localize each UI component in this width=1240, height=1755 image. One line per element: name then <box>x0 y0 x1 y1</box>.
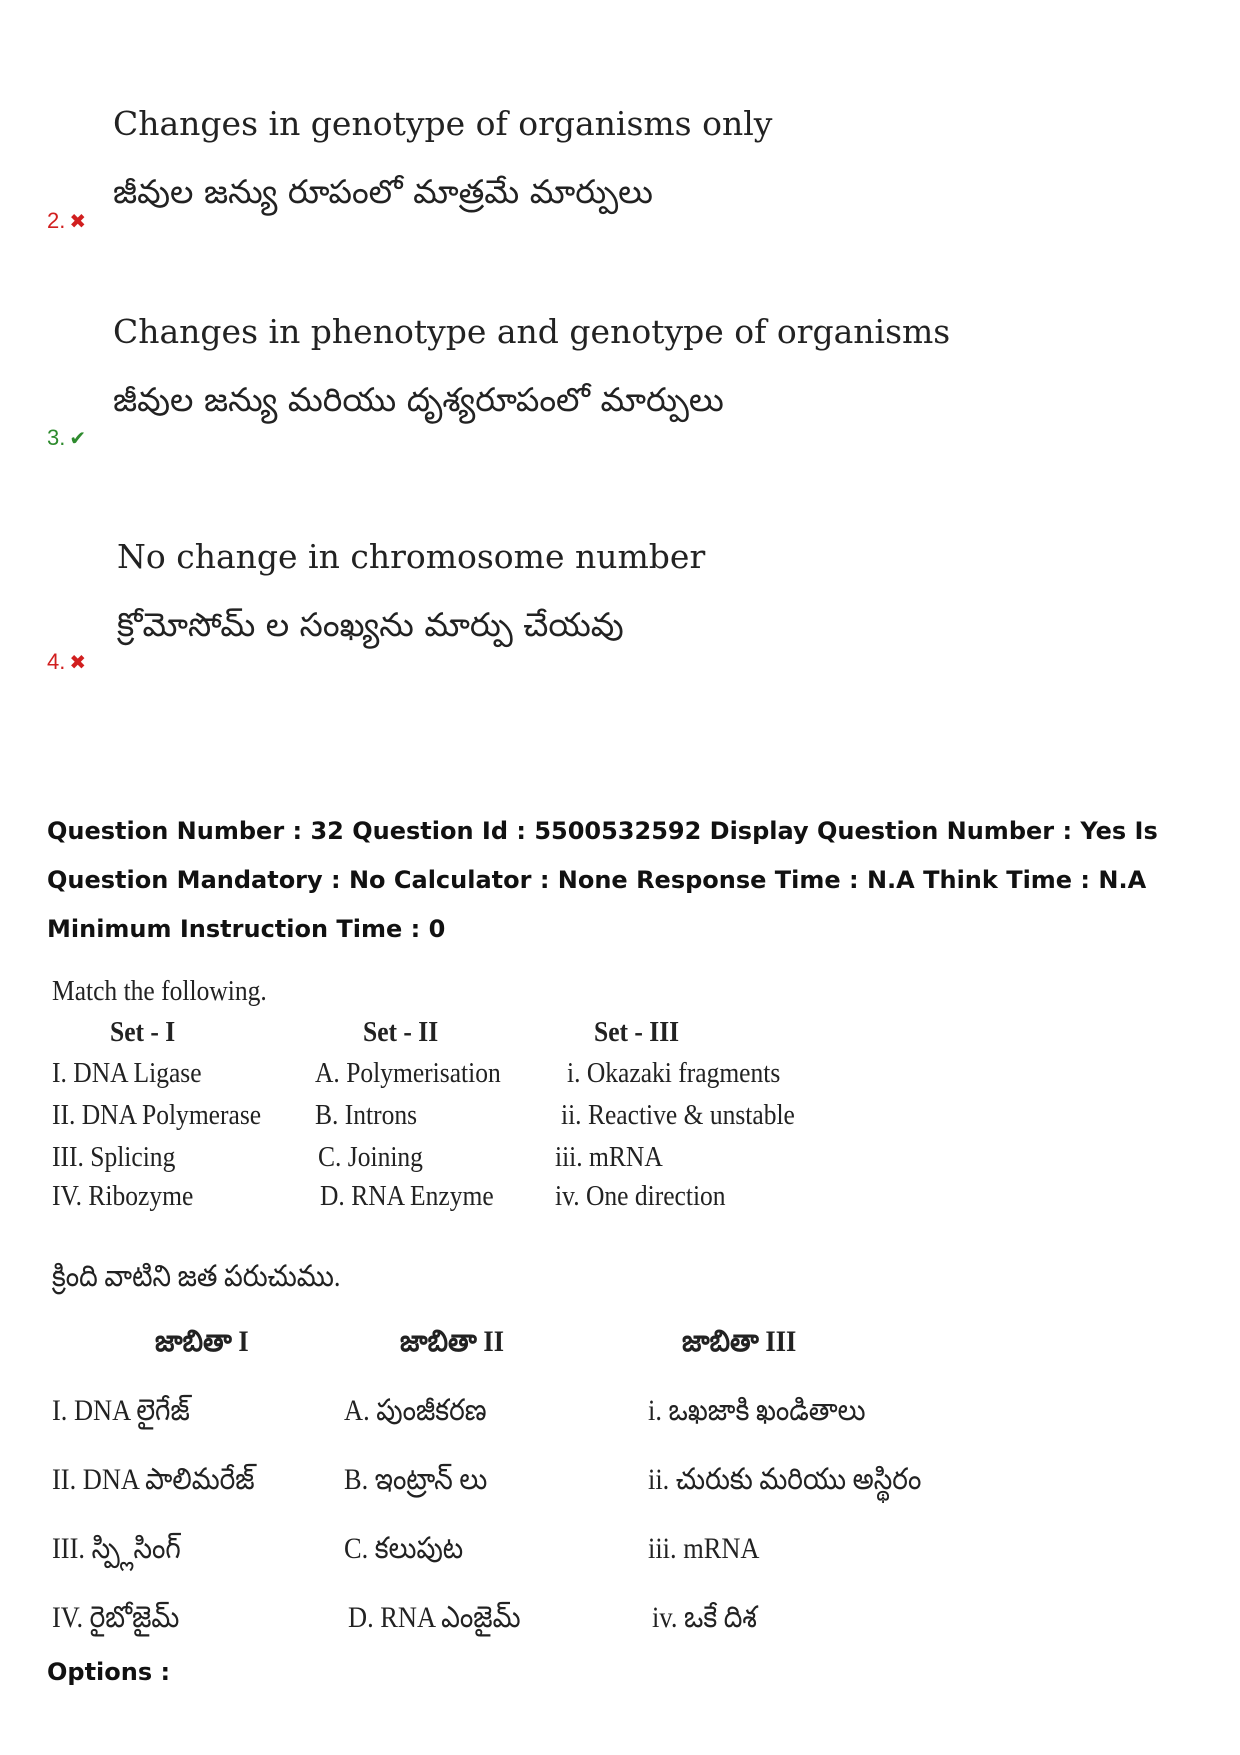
set-3-item: ii. Reactive & unstable <box>561 1099 795 1131</box>
option-4-telugu-text: క్రోమోసోమ్ ల సంఖ్యను మార్పు చేయవు <box>117 605 624 644</box>
options-label: Options : <box>47 1658 171 1686</box>
list-1-item: IV. రైబోజైమ్ <box>52 1601 180 1634</box>
match-instruction: Match the following. <box>52 975 267 1007</box>
list-2-header: జాబితా II <box>400 1325 504 1358</box>
set-3-item: i. Okazaki fragments <box>567 1057 781 1089</box>
option-3-english-text: Changes in phenotype and genotype of organisms <box>113 312 951 351</box>
set-1-header: Set - I <box>110 1016 176 1048</box>
set-3-item: iv. One direction <box>555 1180 726 1212</box>
set-1-item: III. Splicing <box>52 1141 176 1173</box>
option-2-number <box>47 208 86 234</box>
set-2-item: A. Polymerisation <box>315 1057 501 1089</box>
set-2-item: D. RNA Enzyme <box>320 1180 494 1212</box>
list-2-item: C. కలుపుట <box>344 1532 464 1565</box>
list-2-item: D. RNA ఎంజైమ్ <box>348 1601 521 1634</box>
list-3-item: iv. ఒకే దిశ <box>652 1601 757 1634</box>
list-1-header: జాబితా I <box>155 1325 249 1358</box>
option-number-label: 2. <box>47 208 66 233</box>
list-3-header: జాబితా III <box>682 1325 797 1358</box>
option-4-number <box>47 649 86 675</box>
list-1-item: II. DNA పాలిమరేజ్ <box>52 1463 255 1496</box>
list-3-item: i. ఒఖజాకి ఖండితాలు <box>648 1394 866 1427</box>
set-3-item: iii. mRNA <box>555 1141 663 1173</box>
list-3-item: ii. చురుకు మరియు అస్థిరం <box>648 1463 922 1496</box>
set-1-item: IV. Ribozyme <box>52 1180 194 1212</box>
match-instruction-telugu: క్రింది వాటిని జత పరుచుము. <box>52 1260 341 1293</box>
set-2-header: Set - II <box>363 1016 439 1048</box>
checkmark-icon: ✔ <box>69 428 87 450</box>
option-number-label: 4. <box>47 649 66 674</box>
list-3-item: iii. mRNA <box>648 1532 760 1565</box>
wrong-icon: ✖ <box>69 652 87 674</box>
set-2-item: B. Introns <box>315 1099 418 1131</box>
set-3-header: Set - III <box>594 1016 680 1048</box>
list-1-item: III. స్ప్లిసింగ్ <box>52 1532 181 1565</box>
set-1-item: II. DNA Polymerase <box>52 1099 262 1131</box>
list-2-item: A. పుంజీకరణ <box>344 1394 487 1427</box>
set-2-item: C. Joining <box>318 1141 423 1173</box>
option-3-number <box>47 425 86 451</box>
wrong-icon: ✖ <box>69 211 87 233</box>
set-1-item: I. DNA Ligase <box>52 1057 202 1089</box>
list-1-item: I. DNA లైగేజ్ <box>52 1394 190 1427</box>
question-meta: Question Number : 32 Question Id : 5500532592 Display Question Number : Yes Is Question Mandatory : No Calculator : None Response Time : N.A Think Time : N.A Minimum Instruction Time : 0 <box>47 817 1158 943</box>
option-number-label: 3. <box>47 425 66 450</box>
list-2-item: B. ఇంట్రాన్ లు <box>344 1463 488 1496</box>
option-3-telugu-text: జీవుల జన్యు మరియు దృశ్యరూపంలో మార్పులు <box>113 380 724 419</box>
option-2-telugu-text: జీవుల జన్యు రూపంలో మాత్రమే మార్పులు <box>113 172 653 211</box>
option-4-english-text: No change in chromosome number <box>117 537 706 576</box>
option-2-english-text: Changes in genotype of organisms only <box>113 104 773 143</box>
